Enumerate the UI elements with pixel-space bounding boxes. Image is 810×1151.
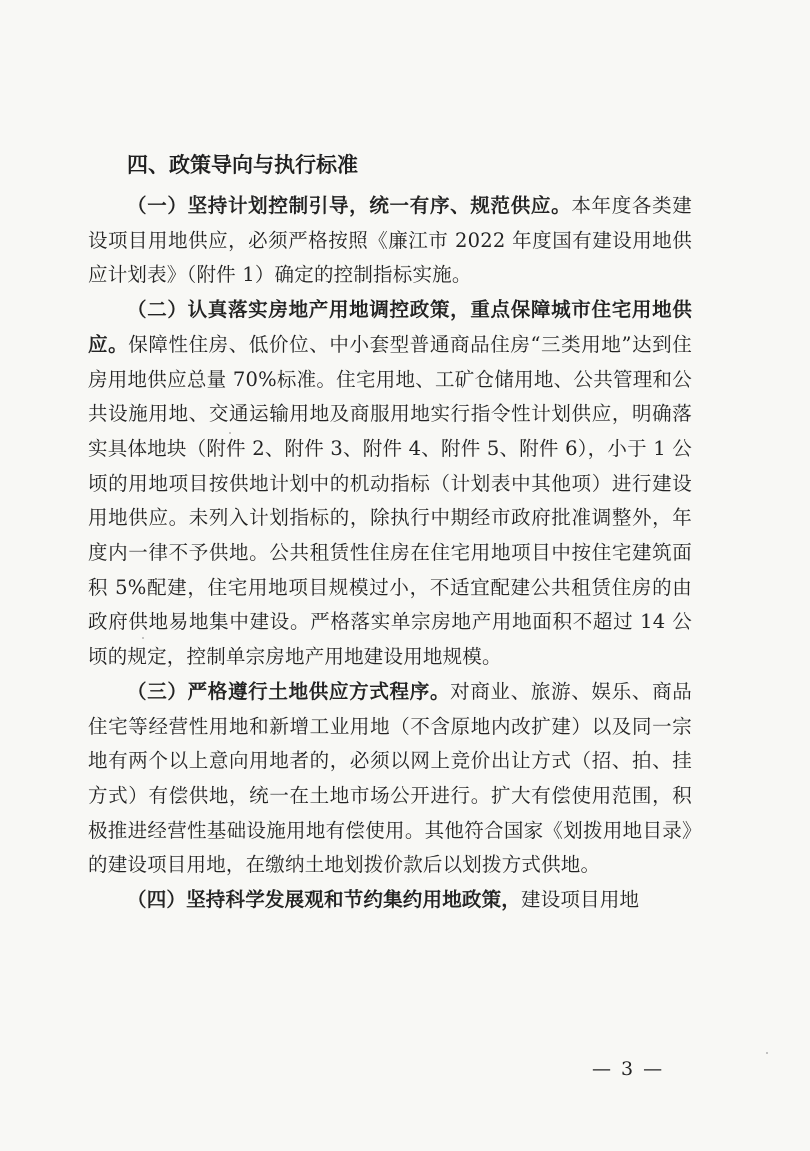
paragraph-4	[88, 883, 692, 918]
scan-speck	[142, 637, 144, 639]
section-heading: 四、政策导向与执行标准	[127, 153, 358, 177]
paragraph-2-lead: （二）认真落实房地产用地调控政策，重点保障城市住宅用地供应。	[88, 298, 692, 356]
paragraph-4-lead: （四）坚持科学发展观和节约集约用地政策，	[127, 888, 522, 912]
paragraph-4-text: 建设项目用地	[521, 888, 640, 912]
paragraph-2	[88, 293, 692, 675]
document-body	[88, 189, 692, 918]
paragraph-1	[88, 189, 692, 293]
page-number: — 3 —	[592, 1058, 665, 1080]
paragraph-3-lead: （三）严格遵行土地供应方式程序。	[127, 679, 451, 703]
paragraph-1-lead: （一）坚持计划控制引导，统一有序、规范供应。	[127, 194, 572, 217]
scan-speck	[229, 432, 231, 434]
scan-speck	[766, 1052, 768, 1054]
paragraph-1-text: 本年度各类建设项目用地供应，必须严格按照《廉江市 2022 年度国有建设用地供应计划表》（附件 1）确定的控制指标实施。	[88, 194, 692, 287]
paragraph-3-text: 对商业、旅游、娱乐、商品住宅等经营性用地和新增工业用地（不含原地内改扩建）以及同一宗地有两个以上意向用地者的，必须以网上竞价出让方式（招、拍、挂方式）有偿供地，统一在土地市场公开进行。扩大有偿使用范围，积极推进经营性基础设施用地有偿使用。其他符合国家《划拨用地目录》的建设项目用地，在缴纳土地划拨价款后以划拨方式供地。	[88, 679, 692, 877]
paragraph-3	[88, 675, 692, 883]
paragraph-2-text: 保障性住房、低价位、中小套型普通商品住房“三类用地”达到住房用地供应总量 70%标准。住宅用地、工矿仓储用地、公共管理和公共设施用地、交通运输用地及商服用地实行指令性计划供应，明确落实具体地块（附件 2、附件 3、附件 4、附件 5、附件 6），小于 1 公顷的用地项目按供地计划中的机动指标（计划表中其他项）进行建设用地供应。未列入计划指标的，除执行中期经市政府批准调整外，年度内一律不予供地。公共租赁性住房在住宅用地项目中按住宅建筑面积 5%配建，住宅用地项目规模过小，不适宜配建公共租赁住房的由政府供地易地集中建设。严格落实单宗房地产用地面积不超过 14 公顷的规定，控制单宗房地产用地建设用地规模。	[88, 332, 692, 669]
